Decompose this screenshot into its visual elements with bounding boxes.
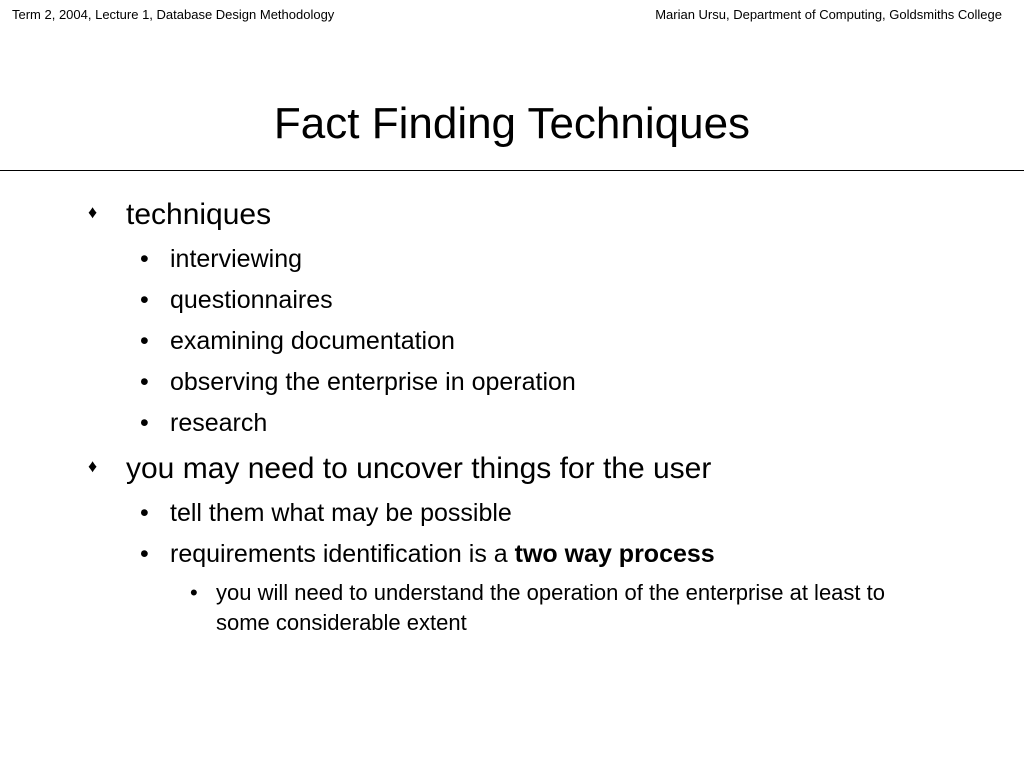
dot-bullet-icon: • (140, 245, 149, 273)
header-author-info: Marian Ursu, Department of Computing, Goldsmiths College (655, 7, 1002, 22)
bullet-text: techniques (126, 198, 272, 231)
bullet-text: you may need to uncover things for the user (126, 452, 712, 485)
dot-bullet-icon: • (140, 499, 149, 527)
dot-bullet-icon: • (140, 540, 149, 568)
sub-bullet-text: examining documentation (170, 327, 455, 355)
sub-bullet-text: interviewing (170, 245, 303, 273)
sub-bullet-text (170, 539, 715, 569)
emphasis-text: two way process (514, 540, 715, 568)
sub-bullet-text: tell them what may be possible (170, 499, 512, 527)
dot-bullet-icon: • (140, 327, 149, 355)
sub-bullet-text: observing the enterprise in operation (170, 368, 576, 396)
diamond-bullet-icon: ♦ (88, 202, 98, 222)
sub-bullet-text: questionnaires (170, 286, 333, 314)
sub-bullet-text-prefix: requirements identification is a (170, 540, 515, 568)
dot-bullet-icon: • (190, 580, 198, 605)
header-course-info: Term 2, 2004, Lecture 1, Database Design Methodology (12, 7, 335, 22)
diamond-bullet-icon: ♦ (88, 456, 98, 476)
sub-sub-bullet-text: you will need to understand the operation of the enterprise at least to some considerable extent (216, 580, 885, 635)
dot-bullet-icon: • (140, 368, 149, 396)
dot-bullet-icon: • (140, 409, 149, 437)
sub-bullet-text: research (170, 409, 268, 437)
dot-bullet-icon: • (140, 286, 149, 314)
slide-title: Fact Finding Techniques (273, 99, 751, 148)
title-divider (0, 170, 1024, 171)
